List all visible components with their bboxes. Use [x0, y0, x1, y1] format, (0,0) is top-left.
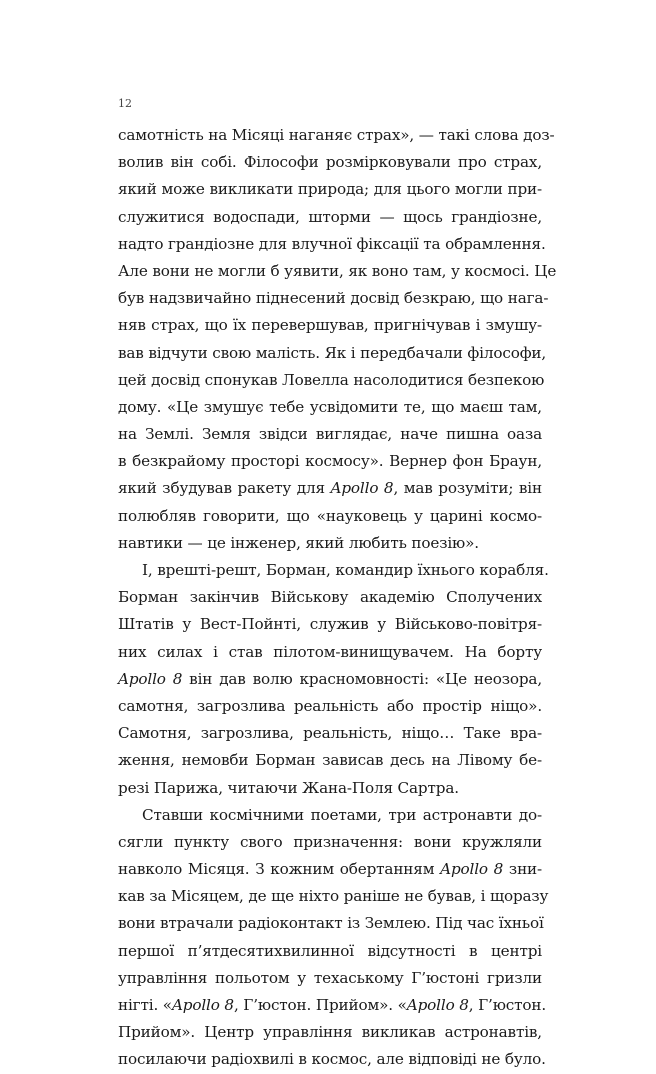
- text-line: управління польотом у техаському Г’юстоні гризли: [118, 968, 542, 987]
- text-line: надто грандіозне для влучної фіксації та обрамлення.: [118, 234, 546, 253]
- text-line: дому. «Це змушує тебе усвідомити те, що маєш там,: [118, 397, 542, 416]
- text-line: кав за Місяцем, де ще ніхто раніше не бував, і щоразу: [118, 887, 549, 906]
- text-line: в безкрайому просторі космосу». Вернер фон Браун,: [118, 452, 542, 471]
- text-line: самотня, загрозлива реальність або простір ніщо».: [118, 696, 542, 715]
- text-line: Ставши космічними поетами, три астронавти до-: [142, 805, 542, 824]
- text-line: Прийом». Центр управління викликав астронавтів,: [118, 1023, 542, 1042]
- ship-name: Apollo 8: [440, 860, 504, 879]
- text-line: першої п’ятдесятихвилинної відсутності в центрі: [118, 941, 542, 960]
- text-line: нігті. «Apollo 8, Г’юстон. Прийом». «Apollo 8, Г’юстон.: [118, 996, 547, 1014]
- text-line: Apollo 8 він дав волю красномовності: «Це неозора,: [118, 669, 543, 688]
- text-line: самотність на Місяці наганяє страх», — такі слова доз-: [118, 126, 555, 144]
- text-line: який збудував ракету для Apollo 8, мав розуміти; він: [118, 479, 542, 498]
- ship-name: Apollo 8: [171, 996, 234, 1014]
- text-line: цей досвід спонукав Ловелла насолодитися безпекою: [118, 370, 545, 389]
- text-line: був надзвичайно піднесений досвід безкраю, що нага-: [118, 289, 549, 308]
- text-line: вав відчути свою малість. Як і передбачали філософи,: [118, 343, 547, 362]
- text-line: них силах і став пілотом-винищувачем. На борту: [118, 642, 542, 661]
- body-text: [118, 122, 557, 1074]
- text-line: посилаючи радіохвилі в космос, але відповіді не було.: [118, 1050, 546, 1069]
- paragraph-3: [118, 802, 549, 1074]
- text-line: резі Парижа, читаючи Жана-Поля Сартра.: [118, 778, 459, 797]
- text-line: полюбляв говорити, що «науковець у царині космо-: [118, 506, 542, 525]
- ship-name: Apollo 8: [118, 669, 183, 688]
- text-line: Самотня, загрозлива, реальність, ніщо… Таке вра-: [118, 724, 542, 743]
- text-line: Але вони не могли б уявити, як воно там, у космосі. Це: [118, 261, 557, 280]
- ship-name: Apollo 8: [406, 996, 469, 1014]
- text-line: навтики — це інженер, який любить поезію».: [118, 533, 479, 552]
- text-line: служитися водоспади, шторми — щось грандіозне,: [118, 207, 542, 226]
- text-line: сягли пункту свого призначення: вони кружляли: [118, 832, 542, 851]
- ship-name: Apollo 8: [330, 479, 394, 498]
- paragraph-2: [118, 557, 549, 802]
- text-line: няв страх, що їх перевершував, пригнічував і змушу-: [118, 316, 542, 335]
- text-line: І, врешті-решт, Борман, командир їхнього корабля.: [142, 561, 549, 579]
- text-line: волив він собі. Філософи розмірковували про страх,: [118, 153, 542, 172]
- text-line: який може викликати природа; для цього могли при-: [118, 180, 542, 199]
- text-line: на Землі. Земля звідси виглядає, наче пишна оаза: [118, 425, 542, 444]
- text-line: Штатів у Вест-Пойнті, служив у Військово-повітря-: [118, 615, 542, 634]
- text-line: вони втрачали радіоконтакт із Землею. Під час їхньої: [118, 914, 544, 933]
- page-number: 12: [118, 97, 132, 110]
- text-line: навколо Місяця. З кожним обертанням Apollo 8 зни-: [118, 860, 542, 879]
- text-line: Борман закінчив Військову академію Сполучених: [118, 588, 542, 607]
- text-line: ження, немовби Борман зависав десь на Лівому бе-: [118, 751, 542, 770]
- paragraph-1: [118, 122, 557, 557]
